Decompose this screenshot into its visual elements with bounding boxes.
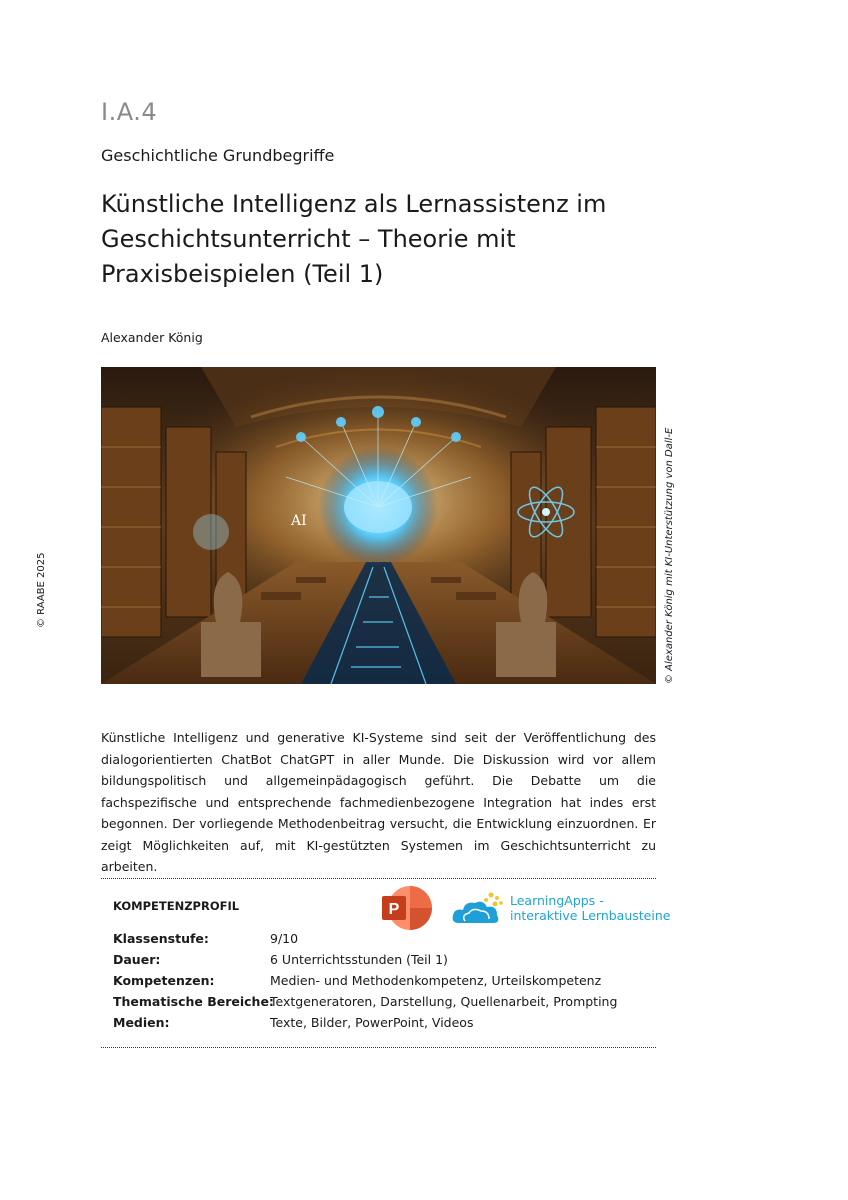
- profile-label-competences: Kompetenzen:: [113, 973, 215, 988]
- learningapps-title: LearningApps -: [510, 893, 604, 908]
- document-title: Künstliche Intelligenz als Lernassistenz im Geschichtsunterricht – Theorie mit Praxisbeispielen (Teil 1): [101, 190, 607, 288]
- learningapps-subtitle: interaktive Lernbausteine: [510, 908, 671, 923]
- profile-value-media: Texte, Bilder, PowerPoint, Videos: [270, 1015, 474, 1030]
- hero-image: [101, 367, 656, 684]
- profile-label-topics: Thematische Bereiche:: [113, 994, 274, 1009]
- author-name: Alexander König: [101, 330, 203, 345]
- profile-value-duration: 6 Unterrichtsstunden (Teil 1): [270, 952, 448, 967]
- profile-label-grade: Klassenstufe:: [113, 931, 209, 946]
- profile-heading: KOMPETENZPROFIL: [113, 899, 240, 913]
- profile-label-media: Medien:: [113, 1015, 170, 1030]
- section-code: I.A.4: [101, 98, 158, 126]
- profile-value-grade: 9/10: [270, 931, 299, 946]
- profile-value-competences: Medien- und Methodenkompetenz, Urteilskompetenz: [270, 973, 602, 988]
- image-credit: © Alexander König mit KI-Unterstützung von Dall-E: [664, 427, 675, 684]
- hero-ai-label: AI: [291, 513, 307, 529]
- profile-label-duration: Dauer:: [113, 952, 161, 967]
- profile-value-topics: Textgeneratoren, Darstellung, Quellenarbeit, Prompting: [270, 994, 618, 1009]
- powerpoint-icon: [382, 884, 432, 932]
- profile-top-divider: [101, 878, 656, 879]
- document-subtitle: Geschichtliche Grundbegriffe: [101, 146, 335, 165]
- powerpoint-letter: P: [388, 901, 400, 918]
- abstract-paragraph: Künstliche Intelligenz und generative KI-Systeme sind seit der Veröffentlichung des dialogorientierten ChatBot ChatGPT in aller Munde. Die Diskussion wird vor allem bildungspolitisch und allgemeinpädagogisch geführt. Die Debatte um die fachspezifische und entsprechende fachmedienbezogene Integration hat indes erst begonnen. Der vorliegende Methodenbeitrag versucht, die Entwicklung einzuordnen. Er zeigt Möglichkeiten auf, mit KI-gestützten Systemen im Geschichtsunterricht zu arbeiten.: [101, 730, 656, 874]
- side-copyright: © RAABE 2025: [36, 552, 47, 628]
- profile-bottom-divider: [101, 1047, 656, 1048]
- learningapps-cloud-icon: [451, 891, 511, 927]
